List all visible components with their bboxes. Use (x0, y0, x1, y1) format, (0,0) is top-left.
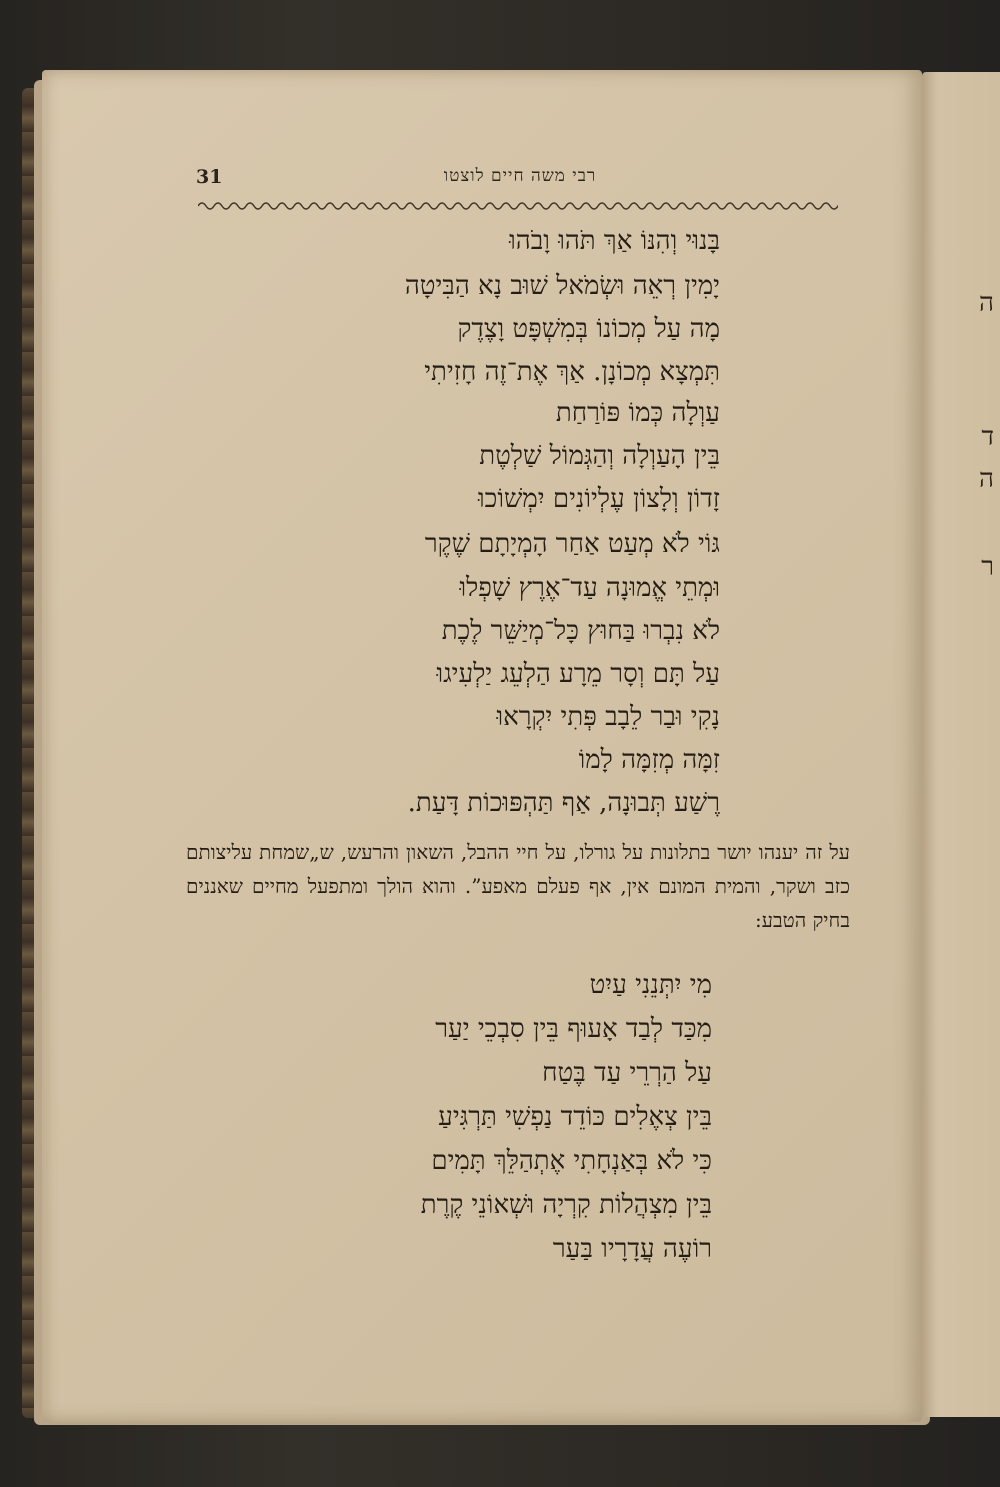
poem-line: תִּמְצָא מְכוֹנָן. אַךְ אֶת־זֶה חָזִיתִי (424, 357, 720, 387)
poem-line: גּוֹי לֹא מְעַט אַחַר הָמְיָתָם שֶׁקֶר (424, 529, 720, 559)
poem-line: נָקִי וּבַר לֵבָב פְּתִי יִקְרָאוּ (496, 702, 720, 732)
poem-line: זָדוֹן וְלָצוֹן עֶלְיוֹנִים יִמְשׁוֹכוּ (477, 484, 720, 514)
poem-line: מִי יִתְּנֵנִי עַיִט (589, 970, 712, 1000)
prose-paragraph: על זה יענהו יושר בתלונות על גורלו, על חיי ההבל, השאון והרעש, ש„שמחת עליצותם כזב ושקר, והמית המונם אין, אף פעלם מאפע”. והוא הולך ומתפעל מחיים שאננים בחיק הטבע: (186, 840, 850, 932)
poem-line: בָּנוּי וְהִנּוֹ אַךְ תֹּהוּ וָבֹהוּ (509, 226, 720, 256)
next-page-fragment: ה (979, 464, 994, 494)
poem-line: בֵּין צְאֶלִים כּוֹדֵד נַפְשִׁי תַּרְגִּיעַ (438, 1102, 712, 1132)
poem-line: וּמְתֵי אֱמוּנָה עַד־אֶרֶץ שָׁפְלוּ (459, 573, 720, 603)
next-page-fragment: ר (981, 552, 994, 582)
poem-line: מִכַּד לְבַד אָעוּף בֵּין סִבְכֵי יַעַר (435, 1014, 712, 1044)
poem-line: רֶשַׁע תְּבוּנָה, אַף תַּהְפּוּכוֹת דָּעַת. (407, 788, 720, 818)
poem-line: עַוְלָה כְּמוֹ פּוֹרַחַת (555, 398, 720, 428)
next-page-edge (922, 72, 1000, 1417)
poem-line: עַל הַרְרֵי עַד בֶּטַח (542, 1058, 712, 1088)
next-page-fragment: ד (981, 422, 994, 452)
poem-line: כִּי לֹא בְּאַנְחָתִי אֶתְהַלֵּךְ תָּמִים (431, 1146, 712, 1176)
poem-line: עַל תָּם וְסָר מֵרָע הַלְעֵג יַלְעִיגוּ (436, 659, 720, 689)
poem-line: מָה עַל מְכוֹנוֹ בְּמִשְׁפָּט וָצֶדֶק (457, 314, 720, 344)
poem-line: בֵּין הָעַוְלָה וְהַגְּמוֹל שַׁלְטֶת (479, 441, 720, 471)
poem-line: בֵּין מִצְהֲלוֹת קִרְיָה וּשְׁאוֹנֵי קֶרֶת (420, 1190, 712, 1220)
page-number: 31 (196, 166, 223, 188)
running-title: רבי משה חיים לוצטו (443, 166, 597, 186)
wavy-rule (198, 196, 838, 210)
next-page-fragment: ה (979, 288, 994, 318)
poem-line: זִמָּה מְזִמָּה לָמוֹ (578, 745, 720, 775)
poem-line: רוֹעֶה עֲדָרָיו בַּעַר (552, 1234, 712, 1264)
poem-line: יָמִין רְאֵה וּשְׂמֹאל שׁוּב נָא הַבִּיטָה (404, 271, 720, 301)
poem-line: לֹא נִבְרוּ בַּחוּץ כָּל־מְיַשֵּׁר לֶכֶת (441, 616, 720, 646)
